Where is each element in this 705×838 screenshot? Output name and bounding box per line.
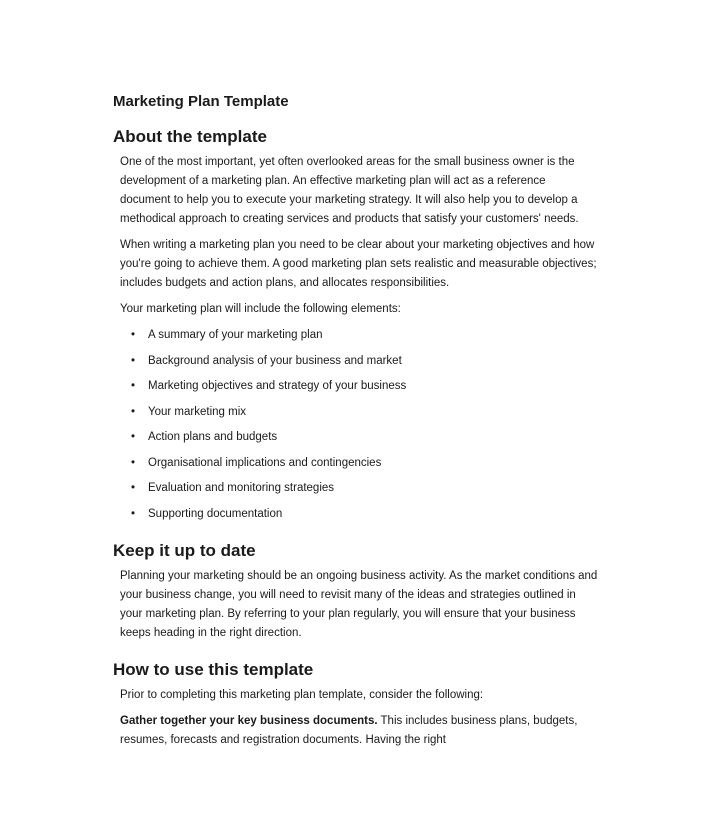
section-heading-keep-it-up-to-date: Keep it up to date [113, 540, 256, 560]
list-item [131, 505, 591, 524]
list-item-label: Your marketing mix [148, 405, 247, 418]
list-item-label: Organisational implications and contingencies [148, 456, 382, 469]
list-item [131, 428, 591, 447]
list-item-label: A summary of your marketing plan [148, 329, 323, 341]
bullet-icon: • [131, 329, 136, 341]
paragraph-continuation: This includes business plans, budgets, resumes, forecasts and registration documents. Having the right [120, 714, 578, 746]
document-title: Marketing Plan Template [113, 93, 289, 110]
paragraph: One of the most important, yet often overlooked areas for the small business owner is the development of a marketing plan. An effective marketing plan will act as a reference document to help you to execute your marketing strategy. It will also help you to develop a methodical approach to creating services and products that satisfy your customers' needs. [120, 156, 579, 225]
list-item [131, 479, 591, 498]
bullet-icon: • [131, 431, 136, 443]
list-intro: Your marketing plan will include the following elements: [120, 303, 401, 315]
list-item [131, 326, 591, 345]
bold-lead-text: Gather together your key business documents. [120, 714, 378, 727]
list-item-label: Supporting documentation [148, 507, 283, 520]
list-item [131, 454, 591, 473]
list-item [131, 403, 591, 422]
list-item-label: Evaluation and monitoring strategies [148, 482, 335, 494]
bullet-icon: • [131, 380, 136, 392]
bullet-icon: • [131, 354, 136, 367]
bullet-icon: • [131, 456, 136, 469]
list-item-label: Marketing objectives and strategy of your business [148, 380, 407, 392]
list-item-label: Background analysis of your business and market [148, 354, 402, 367]
bullet-icon: • [131, 405, 136, 418]
section-heading-how-to-use-this-template: How to use this template [113, 659, 314, 679]
list-item-label: Action plans and budgets [148, 431, 278, 443]
paragraph: When writing a marketing plan you need to be clear about your marketing objectives and how you're going to achieve them. A good marketing plan sets realistic and measurable objectives; includes budgets and action plans, and allocates responsibilities. [120, 239, 597, 289]
bullet-icon: • [131, 507, 136, 520]
paragraph: Planning your marketing should be an ongoing business activity. As the market conditions and your business change, you will need to revisit many of the ideas and strategies outlined in your marketing plan. By referring to your plan regularly, you will ensure that your business keeps heading in the right direction. [120, 569, 598, 639]
list-item [131, 377, 591, 396]
list-item [131, 352, 591, 371]
bullet-icon: • [131, 482, 136, 494]
paragraph: Prior to completing this marketing plan template, consider the following: [120, 688, 484, 701]
marketing-plan-elements-list [113, 326, 591, 524]
paragraph-with-bold-lead [113, 712, 598, 750]
section-heading-about-the-template: About the template [113, 127, 267, 146]
